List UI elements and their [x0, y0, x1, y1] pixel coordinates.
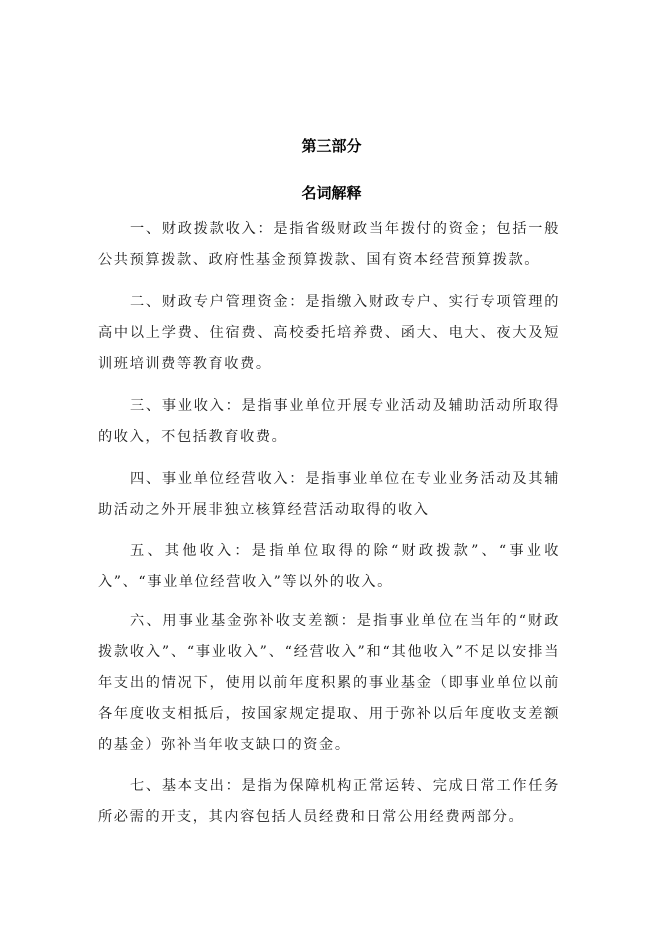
definition-paragraph: 二、财政专户管理资金：是指缴入财政专户、实行专项管理的高中以上学费、住宿费、高校委托培养费、函大、电大、夜大及短训班培训费等教育收费。 [98, 294, 560, 372]
definition-paragraph: 三、事业收入：是指事业单位开展专业活动及辅助活动所取得的收入，不包括教育收费。 [98, 398, 560, 445]
definition-paragraph: 一、财政拨款收入：是指省级财政当年拨付的资金；包括一般公共预算拨款、政府性基金预算拨款、国有资本经营预算拨款。 [98, 221, 560, 268]
definition-paragraph: 四、事业单位经营收入：是指事业单位在专业业务活动及其辅助活动之外开展非独立核算经营活动取得的收入 [98, 471, 560, 518]
definition-paragraph: 五、其他收入：是指单位取得的除“财政拨款”、“事业收入”、“事业单位经营收入”等以外的收入。 [98, 543, 560, 590]
part-title: 第三部分 [301, 137, 362, 155]
definition-paragraph: 七、基本支出：是指为保障机构正常运转、完成日常工作任务所必需的开支，其内容包括人员经费和日常公用经费两部分。 [98, 778, 560, 825]
definition-paragraph: 六、用事业基金弥补收支差额：是指事业单位在当年的“财政拨款收入”、“事业收入”、“经营收入”和“其他收入”不足以安排当年支出的情况下，使用以前年度积累的事业基金（即事业单位以前各年度收支相抵后，按国家规定提取、用于弥补以后年度收支差额的基金）弥补当年收支缺口的资金。 [98, 613, 560, 753]
section-title: 名词解释 [301, 184, 362, 202]
